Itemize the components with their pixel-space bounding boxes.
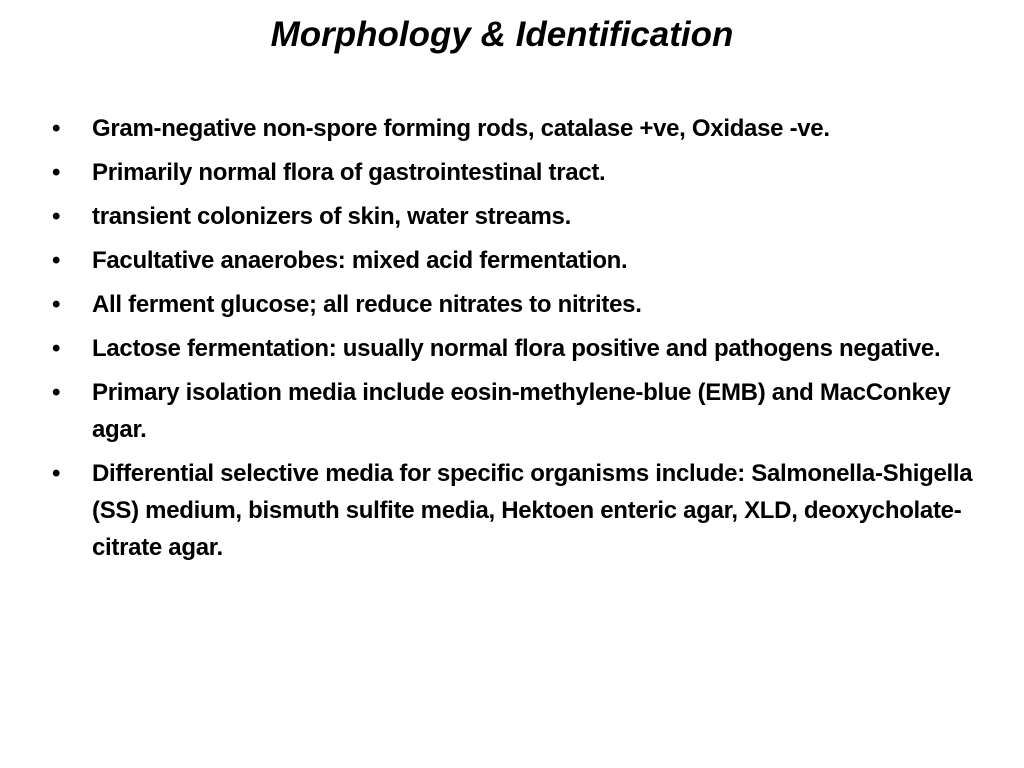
bullet-text: Differential selective media for specific organisms include: Salmonella-Shigella (SS) medium, bismuth sulfite media, Hektoen enteric agar, XLD, deoxycholate-citrate agar. (92, 460, 973, 561)
bullet-item (52, 154, 992, 191)
bullet-text: Primarily normal flora of gastrointestinal tract. (92, 159, 606, 186)
bullet-text: Gram-negative non-spore forming rods, catalase +ve, Oxidase -ve. (92, 115, 830, 142)
bullet-text: Lactose fermentation: usually normal flora positive and pathogens negative. (92, 335, 941, 362)
bullet-marker: • (52, 115, 61, 142)
bullet-item (52, 330, 992, 367)
bullet-list (52, 110, 992, 573)
bullet-item (52, 110, 992, 147)
bullet-text: Primary isolation media include eosin-methylene-blue (EMB) and MacConkey agar. (92, 379, 951, 443)
bullet-text: All ferment glucose; all reduce nitrates to nitrites. (92, 291, 642, 318)
bullet-marker: • (52, 203, 61, 230)
slide-title: Morphology & Identification (270, 15, 734, 54)
bullet-marker: • (52, 460, 61, 487)
bullet-item (52, 374, 992, 448)
bullet-text: Facultative anaerobes: mixed acid fermentation. (92, 247, 628, 274)
bullet-item (52, 242, 992, 279)
bullet-marker: • (52, 379, 61, 406)
bullet-item (52, 198, 992, 235)
bullet-marker: • (52, 247, 61, 274)
bullet-marker: • (52, 291, 61, 318)
bullet-marker: • (52, 159, 61, 186)
bullet-marker: • (52, 335, 61, 362)
bullet-text: transient colonizers of skin, water streams. (92, 203, 571, 230)
bullet-item (52, 455, 992, 566)
bullet-item (52, 286, 992, 323)
